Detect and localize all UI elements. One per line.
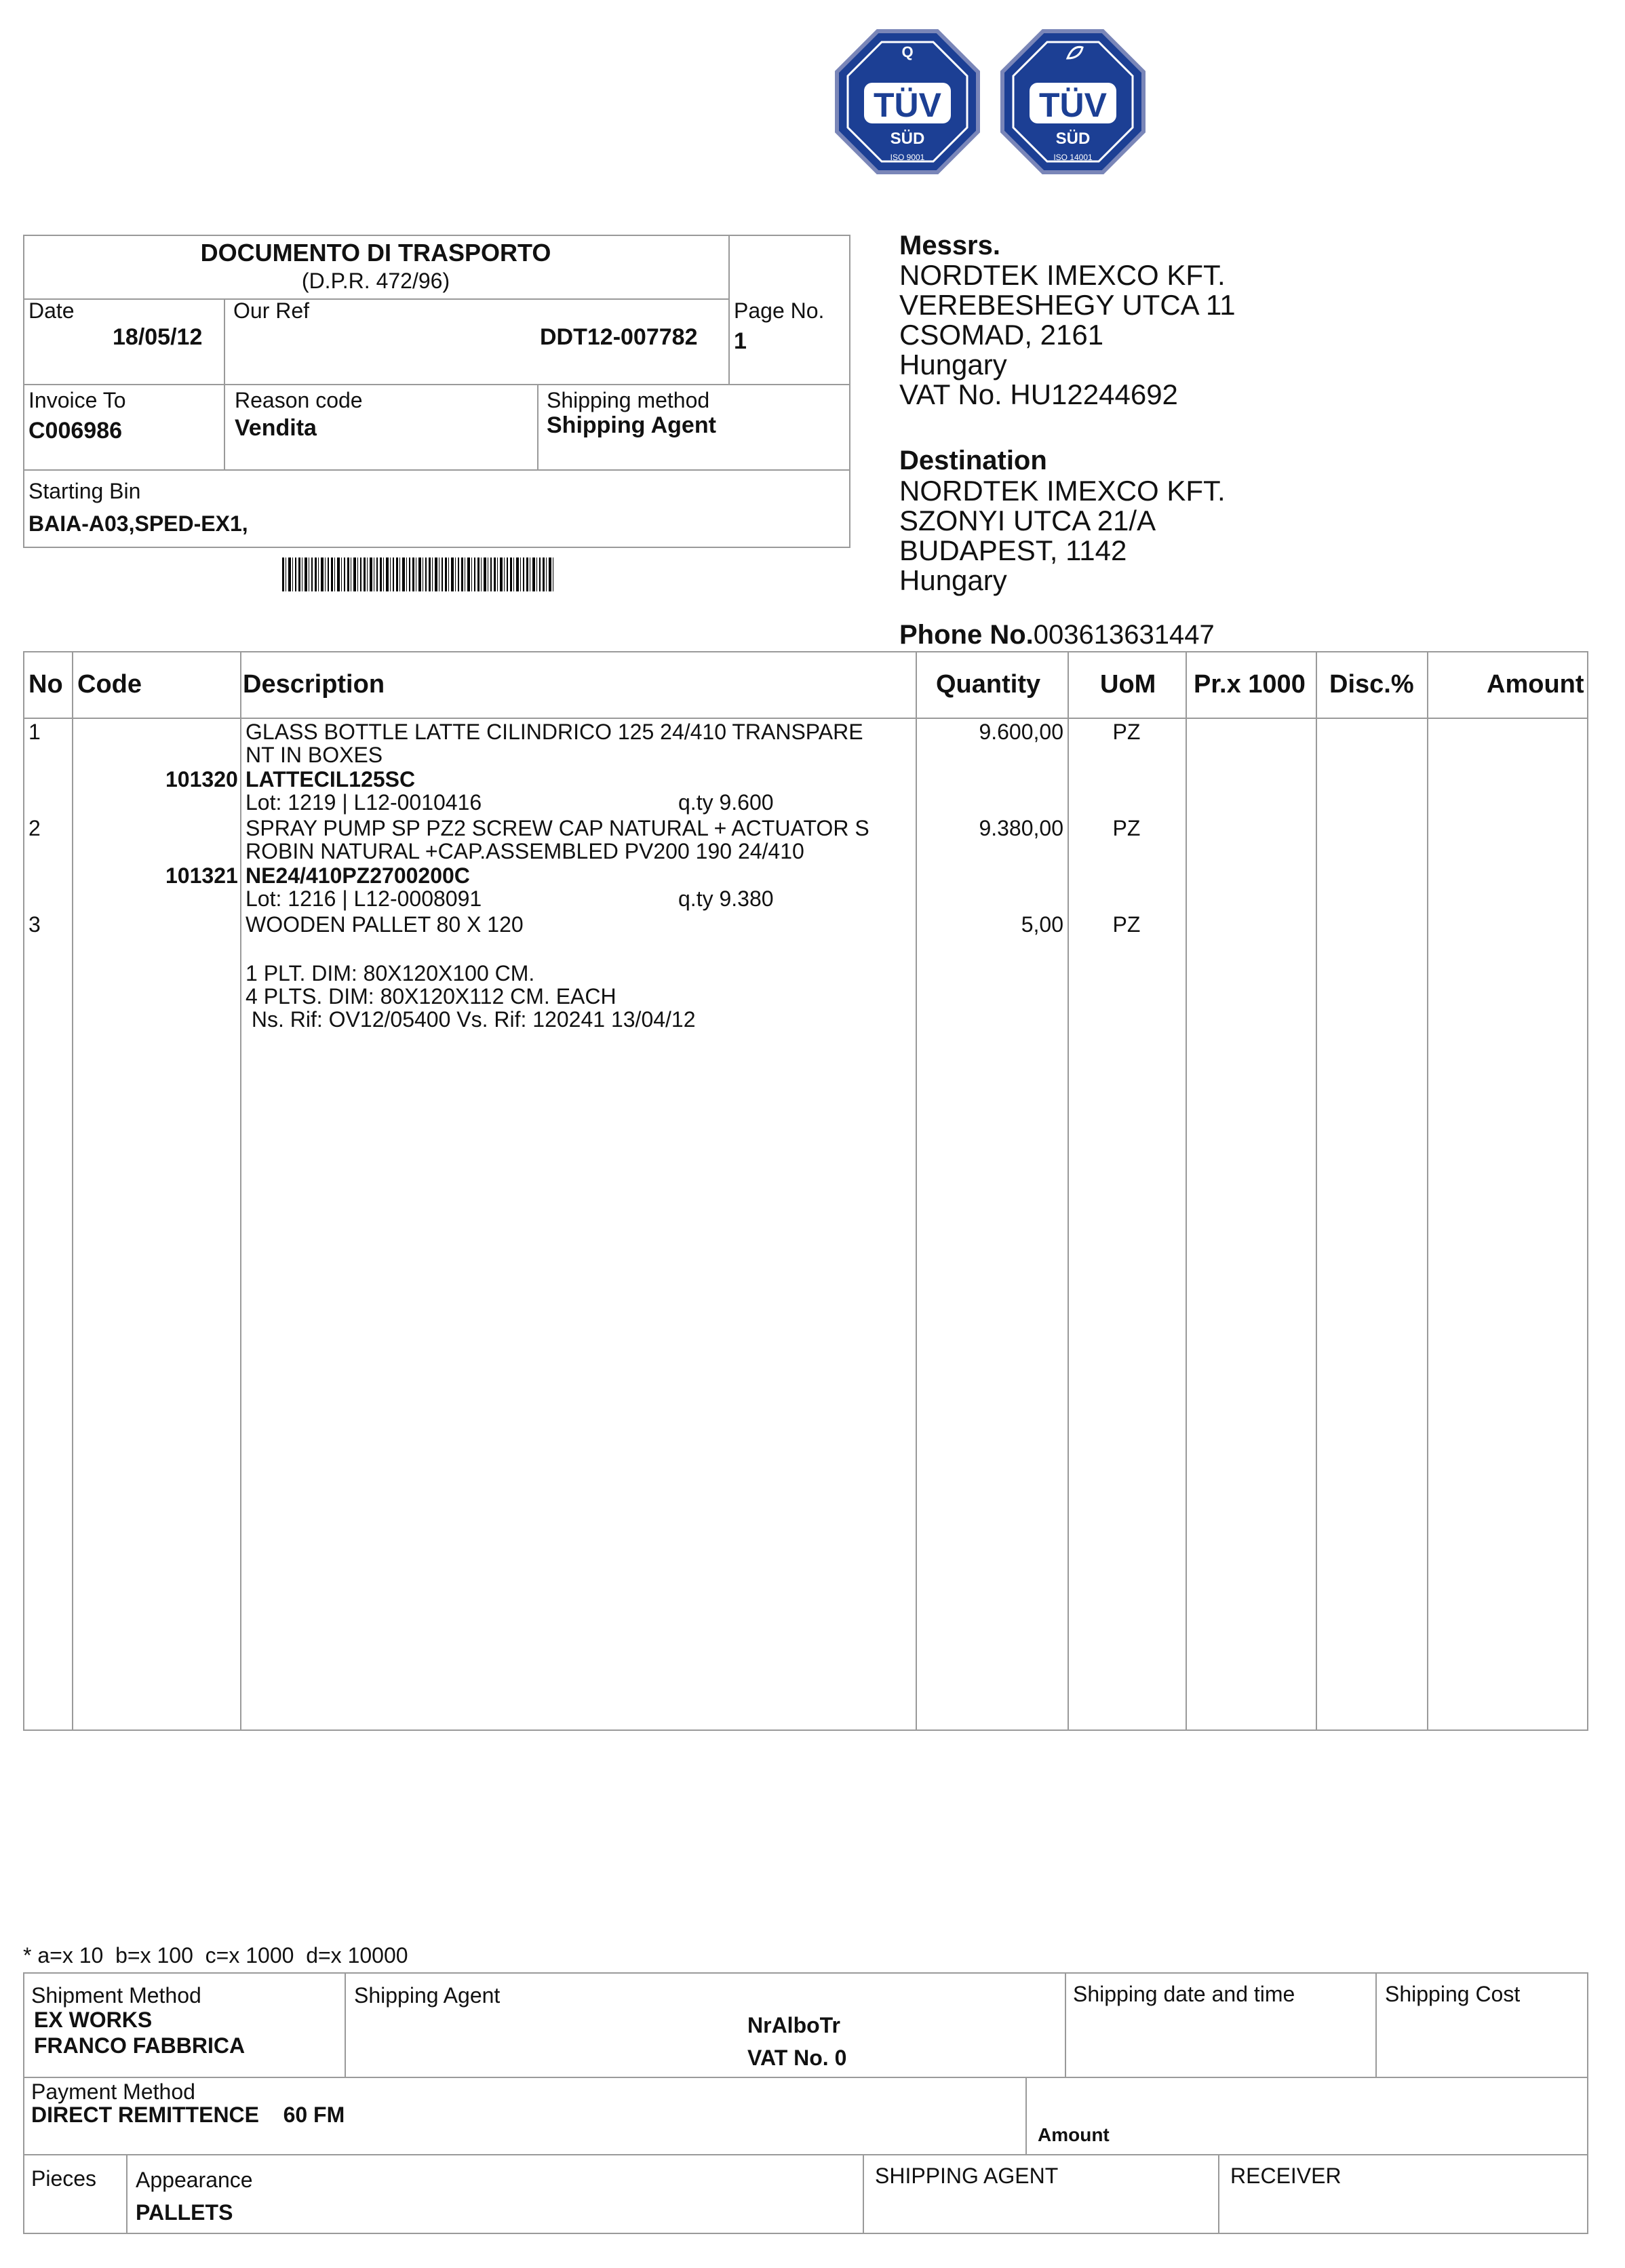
row-1-no: 1 bbox=[28, 720, 41, 744]
messrs-heading: Messrs. bbox=[899, 231, 1000, 260]
doc-title: DOCUMENTO DI TRASPORTO bbox=[200, 239, 551, 267]
shipping-agent-signature-label: SHIPPING AGENT bbox=[875, 2164, 1059, 2188]
date-value: 18/05/12 bbox=[113, 324, 203, 350]
row-1-code: 101320 bbox=[165, 767, 238, 791]
row-1-description: GLASS BOTTLE LATTE CILINDRICO 125 24/410 TRANSPARE bbox=[246, 720, 863, 744]
row-2-description-cont: ROBIN NATURAL +CAP.ASSEMBLED PV200 190 24/410 bbox=[246, 839, 804, 863]
payment-method-label: Payment Method bbox=[31, 2079, 195, 2104]
svg-text:TÜV: TÜV bbox=[874, 86, 941, 124]
payment-method-value: DIRECT REMITTENCE 60 FM bbox=[31, 2103, 345, 2127]
row-2-lot: Lot: 1216 | L12-0008091 bbox=[246, 886, 482, 911]
col-header-amount: Amount bbox=[1487, 670, 1584, 699]
reason-code-value: Vendita bbox=[235, 415, 317, 441]
shipping-method-label: Shipping method bbox=[547, 388, 710, 412]
starting-bin-value: BAIA-A03,SPED-EX1, bbox=[28, 511, 248, 536]
receiver-signature-label: RECEIVER bbox=[1230, 2164, 1342, 2188]
shipment-method-value: EX WORKS bbox=[34, 2008, 153, 2032]
agent-vat-value: VAT No. 0 bbox=[747, 2046, 847, 2070]
phone-value: 003613631447 bbox=[1033, 620, 1215, 650]
svg-text:SÜD: SÜD bbox=[1055, 130, 1091, 148]
row-1-sku: LATTECIL125SC bbox=[246, 767, 416, 791]
note-line: 1 PLT. DIM: 80X120X100 CM. bbox=[246, 961, 535, 985]
row-2-uom: PZ bbox=[1112, 816, 1141, 840]
svg-text:TÜV: TÜV bbox=[1039, 86, 1107, 124]
row-2-code: 101321 bbox=[165, 863, 238, 888]
shipment-method-value-2: FRANCO FABBRICA bbox=[34, 2033, 246, 2058]
messrs-vat: VAT No. HU12244692 bbox=[899, 378, 1178, 410]
our-ref-value: DDT12-007782 bbox=[540, 324, 698, 350]
row-1-quantity: 9.600,00 bbox=[979, 720, 1063, 744]
col-header-description: Description bbox=[243, 670, 385, 699]
row-2-description: SPRAY PUMP SP PZ2 SCREW CAP NATURAL + ACTUATOR S bbox=[246, 816, 869, 840]
messrs-line: VEREBESHEGY UTCA 11 bbox=[899, 289, 1236, 321]
our-ref-label: Our Ref bbox=[233, 298, 310, 323]
col-header-code: Code bbox=[77, 670, 142, 699]
row-2-lot-qty: q.ty 9.380 bbox=[678, 886, 774, 911]
messrs-line: NORDTEK IMEXCO KFT. bbox=[899, 259, 1226, 291]
row-2-quantity: 9.380,00 bbox=[979, 816, 1063, 840]
destination-line: Hungary bbox=[899, 564, 1007, 596]
pieces-label: Pieces bbox=[31, 2166, 97, 2191]
amount-label: Amount bbox=[1038, 2124, 1110, 2145]
col-header-discount: Disc.% bbox=[1329, 670, 1414, 699]
page-no-value: 1 bbox=[734, 328, 747, 354]
shipping-datetime-label: Shipping date and time bbox=[1073, 1982, 1295, 2006]
row-1-lot-qty: q.ty 9.600 bbox=[678, 790, 774, 815]
messrs-line: CSOMAD, 2161 bbox=[899, 319, 1104, 351]
destination-block bbox=[899, 445, 1226, 595]
row-1-lot: Lot: 1219 | L12-0010416 bbox=[246, 790, 482, 815]
phone-line bbox=[899, 620, 1215, 650]
invoice-to-label: Invoice To bbox=[28, 388, 126, 412]
shipping-method-value: Shipping Agent bbox=[547, 412, 716, 438]
reason-code-label: Reason code bbox=[235, 388, 363, 412]
note-line: 4 PLTS. DIM: 80X120X112 CM. EACH bbox=[246, 984, 616, 1009]
col-header-uom: UoM bbox=[1100, 670, 1156, 699]
messrs-line: Hungary bbox=[899, 349, 1007, 380]
appearance-label: Appearance bbox=[136, 2168, 253, 2192]
note-reference: Ns. Rif: OV12/05400 Vs. Rif: 120241 13/04/12 bbox=[246, 1007, 696, 1032]
row-1-description-cont: NT IN BOXES bbox=[246, 743, 383, 767]
col-header-quantity: Quantity bbox=[936, 670, 1041, 699]
row-3-no: 3 bbox=[28, 912, 41, 937]
invoice-to-value: C006986 bbox=[28, 418, 123, 444]
svg-text:ISO 14001: ISO 14001 bbox=[1053, 153, 1093, 162]
tuv-iso9001-logo bbox=[834, 28, 981, 175]
starting-bin-label: Starting Bin bbox=[28, 479, 141, 503]
destination-line: BUDAPEST, 1142 bbox=[899, 534, 1127, 566]
appearance-value: PALLETS bbox=[136, 2200, 233, 2225]
svg-text:SÜD: SÜD bbox=[890, 130, 925, 148]
row-1-uom: PZ bbox=[1112, 720, 1141, 744]
destination-heading: Destination bbox=[899, 446, 1047, 475]
destination-line: NORDTEK IMEXCO KFT. bbox=[899, 475, 1226, 507]
destination-line: SZONYI UTCA 21/A bbox=[899, 505, 1156, 536]
col-header-price: Pr.x 1000 bbox=[1194, 670, 1306, 699]
page-no-label: Page No. bbox=[734, 298, 825, 323]
row-3-quantity: 5,00 bbox=[1021, 912, 1063, 937]
row-3-uom: PZ bbox=[1112, 912, 1141, 937]
row-2-sku: NE24/410PZ2700200C bbox=[246, 863, 470, 888]
phone-label: Phone No. bbox=[899, 620, 1034, 650]
tuv-badge-q-icon: Q bbox=[901, 43, 914, 60]
shipment-method-label: Shipment Method bbox=[31, 1983, 201, 2008]
col-header-no: No bbox=[28, 670, 63, 699]
svg-text:ISO 9001: ISO 9001 bbox=[890, 153, 925, 162]
agent-register-value: NrAlboTr bbox=[747, 2013, 840, 2037]
date-label: Date bbox=[28, 298, 75, 323]
row-3-description: WOODEN PALLET 80 X 120 bbox=[246, 912, 524, 937]
doc-subtitle: (D.P.R. 472/96) bbox=[301, 269, 450, 293]
shipping-agent-label: Shipping Agent bbox=[354, 1983, 501, 2008]
tuv-iso14001-logo bbox=[1000, 28, 1146, 175]
row-2-no: 2 bbox=[28, 816, 41, 840]
unit-legend: * a=x 10 b=x 100 c=x 1000 d=x 10000 bbox=[23, 1943, 408, 1968]
shipping-cost-label: Shipping Cost bbox=[1385, 1982, 1521, 2006]
barcode bbox=[282, 558, 553, 591]
messrs-block bbox=[899, 231, 1236, 410]
